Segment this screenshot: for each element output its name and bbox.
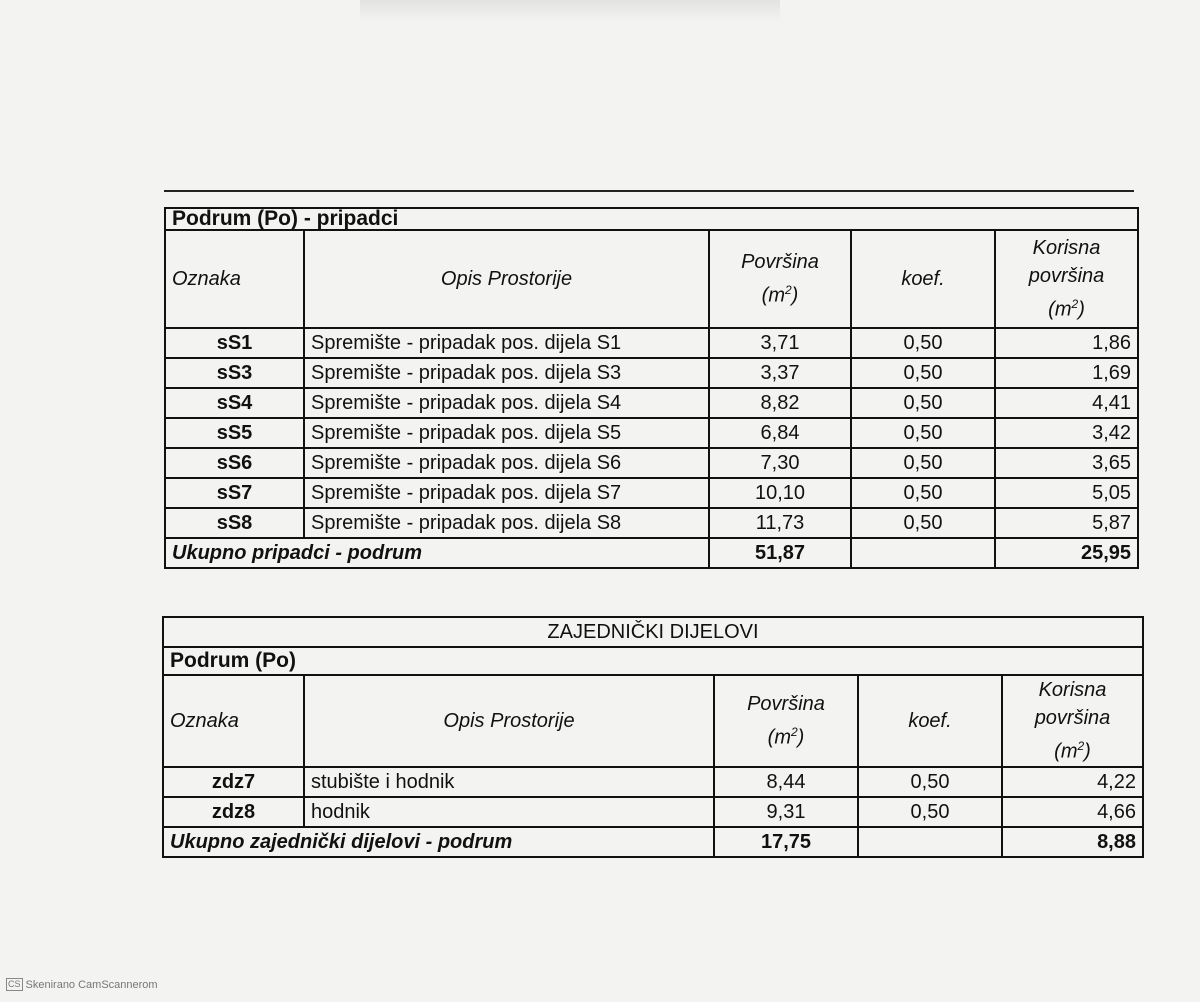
- row-coef: 0,50: [851, 478, 995, 508]
- row-code: sS6: [165, 448, 304, 478]
- row-coef: 0,50: [851, 388, 995, 418]
- table-row: [165, 328, 1138, 358]
- table-row: [163, 767, 1143, 797]
- row-description: Spremište - pripadak pos. dijela S7: [304, 478, 709, 508]
- table-row: [165, 478, 1138, 508]
- row-area: 7,30: [709, 448, 851, 478]
- row-useful-area: 1,86: [995, 328, 1138, 358]
- table-row: [165, 508, 1138, 538]
- row-description: stubište i hodnik: [304, 767, 714, 797]
- section-title: Podrum (Po): [163, 647, 1143, 675]
- row-description: Spremište - pripadak pos. dijela S3: [304, 358, 709, 388]
- total-useful: 25,95: [995, 538, 1138, 568]
- bleed-through-shadow: [360, 0, 780, 22]
- header-desc: Opis Prostorije: [304, 675, 714, 767]
- row-coef: 0,50: [858, 797, 1002, 827]
- total-area: 17,75: [714, 827, 858, 857]
- row-area: 10,10: [709, 478, 851, 508]
- header-coef: koef.: [851, 230, 995, 328]
- row-code: sS8: [165, 508, 304, 538]
- row-useful-area: 4,66: [1002, 797, 1143, 827]
- table-title: ZAJEDNIČKI DIJELOVI: [163, 617, 1143, 647]
- row-area: 3,71: [709, 328, 851, 358]
- header-desc: Opis Prostorije: [304, 230, 709, 328]
- row-coef: 0,50: [851, 448, 995, 478]
- row-description: Spremište - pripadak pos. dijela S8: [304, 508, 709, 538]
- watermark-text: Skenirano CamScannerom: [25, 978, 158, 991]
- total-coef-empty: [851, 538, 995, 568]
- row-area: 3,37: [709, 358, 851, 388]
- row-useful-area: 5,05: [995, 478, 1138, 508]
- header-row: [165, 230, 1138, 328]
- row-useful-area: 3,65: [995, 448, 1138, 478]
- row-description: Spremište - pripadak pos. dijela S4: [304, 388, 709, 418]
- row-coef: 0,50: [851, 508, 995, 538]
- total-area: 51,87: [709, 538, 851, 568]
- row-useful-area: 5,87: [995, 508, 1138, 538]
- table-row: [165, 358, 1138, 388]
- total-row: [165, 538, 1138, 568]
- header-row: [163, 675, 1143, 767]
- row-area: 8,82: [709, 388, 851, 418]
- header-useful: Korisna površina $(m^2)$: [995, 230, 1138, 328]
- row-code: sS7: [165, 478, 304, 508]
- row-coef: 0,50: [851, 328, 995, 358]
- row-area: 9,31: [714, 797, 858, 827]
- header-area: Površina $(m^2)$: [714, 675, 858, 767]
- total-label: Ukupno pripadci - podrum: [165, 538, 709, 568]
- row-description: Spremište - pripadak pos. dijela S5: [304, 418, 709, 448]
- header-coef: koef.: [858, 675, 1002, 767]
- row-code: sS1: [165, 328, 304, 358]
- header-code: Oznaka: [165, 230, 304, 328]
- row-coef: 0,50: [851, 358, 995, 388]
- row-description: Spremište - pripadak pos. dijela S1: [304, 328, 709, 358]
- header-area: Površina $(m^2)$: [709, 230, 851, 328]
- row-area: 11,73: [709, 508, 851, 538]
- row-code: zdz7: [163, 767, 304, 797]
- row-code: sS5: [165, 418, 304, 448]
- table-row: [165, 448, 1138, 478]
- row-coef: 0,50: [851, 418, 995, 448]
- row-code: sS4: [165, 388, 304, 418]
- row-area: 6,84: [709, 418, 851, 448]
- table-row: [165, 418, 1138, 448]
- section-title: Podrum (Po) - pripadci: [165, 208, 1138, 230]
- row-description: hodnik: [304, 797, 714, 827]
- header-code: Oznaka: [163, 675, 304, 767]
- row-useful-area: 3,42: [995, 418, 1138, 448]
- table-pripadci: [164, 207, 1139, 569]
- table-row: [165, 388, 1138, 418]
- row-useful-area: 1,69: [995, 358, 1138, 388]
- top-rule: [164, 190, 1134, 192]
- header-useful: Korisna površina $(m^2)$: [1002, 675, 1143, 767]
- total-coef-empty: [858, 827, 1002, 857]
- total-row: [163, 827, 1143, 857]
- row-description: Spremište - pripadak pos. dijela S6: [304, 448, 709, 478]
- total-useful: 8,88: [1002, 827, 1143, 857]
- row-useful-area: 4,41: [995, 388, 1138, 418]
- camscanner-logo: CS: [8, 979, 21, 989]
- row-code: zdz8: [163, 797, 304, 827]
- scanner-watermark: [6, 978, 158, 991]
- row-coef: 0,50: [858, 767, 1002, 797]
- table-row: [163, 797, 1143, 827]
- total-label: Ukupno zajednički dijelovi - podrum: [163, 827, 714, 857]
- table-zajednicki-dijelovi: [162, 616, 1144, 858]
- row-area: 8,44: [714, 767, 858, 797]
- row-code: sS3: [165, 358, 304, 388]
- row-useful-area: 4,22: [1002, 767, 1143, 797]
